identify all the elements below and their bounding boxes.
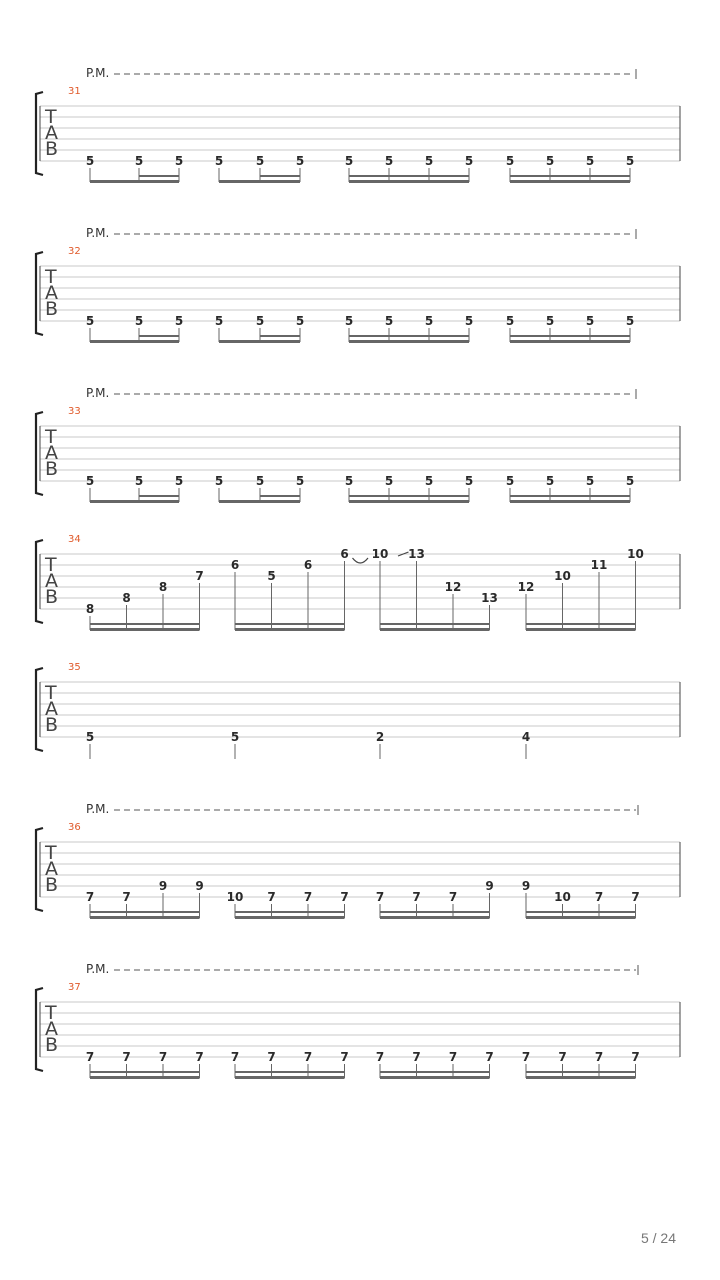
tab-clef-letter: A xyxy=(45,1018,58,1040)
palm-mute-label: P.M. xyxy=(86,802,110,816)
tab-clef-letter: A xyxy=(45,442,58,464)
beam-secondary xyxy=(90,623,200,625)
beam-primary xyxy=(510,500,630,503)
beam-secondary xyxy=(90,911,200,913)
palm-mute-label: P.M. xyxy=(86,226,110,240)
fret-number: 7 xyxy=(631,1050,640,1064)
beam-primary xyxy=(235,1076,345,1079)
beam-secondary xyxy=(139,495,179,497)
fret-number: 13 xyxy=(481,591,498,605)
beam-secondary xyxy=(260,335,300,337)
page-number: 5 / 24 xyxy=(640,1230,676,1246)
fret-number: 7 xyxy=(594,1050,604,1064)
fret-number: 5 xyxy=(505,154,515,168)
fret-number: 7 xyxy=(122,890,131,904)
tab-clef-letter: A xyxy=(45,698,58,720)
fret-number: 7 xyxy=(448,1050,458,1064)
fret-number: 7 xyxy=(375,1050,385,1064)
beam-secondary xyxy=(510,175,630,177)
bar-number: 32 xyxy=(68,246,81,257)
beam-secondary xyxy=(235,1071,345,1073)
fret-number: 7 xyxy=(267,890,276,904)
fret-number: 10 xyxy=(554,569,571,583)
beam-primary xyxy=(90,500,179,503)
tab-clef-letter: T xyxy=(45,554,57,576)
beam-secondary xyxy=(235,911,345,913)
fret-number: 7 xyxy=(303,890,313,904)
bar-number: 36 xyxy=(68,822,81,833)
bar-number: 35 xyxy=(68,662,81,673)
beam-primary xyxy=(349,180,469,183)
beam-secondary xyxy=(260,495,300,497)
fret-number: 5 xyxy=(85,314,95,328)
fret-number: 5 xyxy=(384,154,394,168)
beam-secondary xyxy=(260,175,300,177)
beam-primary xyxy=(219,180,300,183)
beam-secondary xyxy=(510,495,630,497)
tab-clef-letter: B xyxy=(45,1034,59,1056)
beam-primary xyxy=(380,916,490,919)
bar-number: 31 xyxy=(68,86,81,97)
fret-number: 7 xyxy=(267,1050,276,1064)
beam-secondary xyxy=(90,1071,200,1073)
tie-mark xyxy=(353,558,369,563)
fret-number: 7 xyxy=(521,1050,531,1064)
fret-number: 5 xyxy=(424,314,434,328)
fret-number: 5 xyxy=(255,154,265,168)
fret-number: 9 xyxy=(158,879,168,893)
tab-system xyxy=(36,662,680,759)
fret-number: 7 xyxy=(122,1050,131,1064)
fret-number: 5 xyxy=(625,314,635,328)
fret-number: 5 xyxy=(384,314,394,328)
fret-number: 5 xyxy=(344,314,354,328)
beam-secondary xyxy=(139,175,179,177)
beam-secondary xyxy=(349,495,469,497)
beam-secondary xyxy=(526,623,636,625)
fret-number: 5 xyxy=(384,474,394,488)
beam-secondary xyxy=(235,623,345,625)
beam-primary xyxy=(349,340,469,343)
palm-mute-label: P.M. xyxy=(86,386,110,400)
tab-clef-letter: T xyxy=(45,266,57,288)
fret-number: 5 xyxy=(545,314,555,328)
tab-system xyxy=(36,534,680,631)
fret-number: 7 xyxy=(85,890,95,904)
beam-primary xyxy=(90,628,200,631)
fret-number: 9 xyxy=(521,879,531,893)
fret-number: 9 xyxy=(485,879,494,893)
fret-number: 7 xyxy=(158,1050,168,1064)
beam-primary xyxy=(510,340,630,343)
tab-clef-letter: T xyxy=(45,426,57,448)
fret-number: 5 xyxy=(230,730,240,744)
fret-number: 7 xyxy=(412,890,421,904)
beam-secondary xyxy=(349,175,469,177)
fret-number: 5 xyxy=(545,474,555,488)
fret-number: 4 xyxy=(521,730,531,744)
tab-clef-letter: B xyxy=(45,298,59,320)
fret-number: 7 xyxy=(340,890,349,904)
fret-number: 7 xyxy=(594,890,604,904)
bar-number: 34 xyxy=(68,534,81,545)
fret-number: 5 xyxy=(85,474,95,488)
fret-number: 13 xyxy=(408,547,425,561)
tab-clef-letter: A xyxy=(45,122,58,144)
beam-secondary xyxy=(349,335,469,337)
tab-clef-letter: T xyxy=(45,106,57,128)
fret-number: 12 xyxy=(517,580,535,594)
tab-clef-letter: A xyxy=(45,858,58,880)
beam-primary xyxy=(235,628,345,631)
fret-number: 5 xyxy=(134,154,144,168)
fret-number: 5 xyxy=(585,474,595,488)
fret-number: 5 xyxy=(344,474,354,488)
palm-mute-label: P.M. xyxy=(86,66,110,80)
fret-number: 12 xyxy=(444,580,462,594)
fret-number: 9 xyxy=(195,879,204,893)
beam-primary xyxy=(526,916,636,919)
beam-primary xyxy=(380,1076,490,1079)
palm-mute-label: P.M. xyxy=(86,962,110,976)
fret-number: 10 xyxy=(627,547,644,561)
fret-number: 5 xyxy=(545,154,555,168)
bar-number: 37 xyxy=(68,982,81,993)
fret-number: 5 xyxy=(134,474,144,488)
beam-primary xyxy=(235,916,345,919)
fret-number: 7 xyxy=(375,890,385,904)
fret-number: 5 xyxy=(464,474,474,488)
fret-number: 7 xyxy=(448,890,458,904)
beam-secondary xyxy=(510,335,630,337)
fret-number: 5 xyxy=(295,474,305,488)
tab-clef-letter: T xyxy=(45,682,57,704)
fret-number: 5 xyxy=(267,569,276,583)
fret-number: 7 xyxy=(558,1050,567,1064)
fret-number: 7 xyxy=(412,1050,421,1064)
fret-number: 8 xyxy=(122,591,131,605)
fret-number: 5 xyxy=(625,474,635,488)
tab-clef-letter: B xyxy=(45,874,59,896)
beam-primary xyxy=(219,340,300,343)
tab-system xyxy=(36,802,680,919)
beam-primary xyxy=(510,180,630,183)
fret-number: 5 xyxy=(174,314,184,328)
tab-clef-letter: B xyxy=(45,714,59,736)
fret-number: 5 xyxy=(295,154,305,168)
fret-number: 11 xyxy=(590,558,608,572)
bar-number: 33 xyxy=(68,406,81,417)
tab-clef-letter: T xyxy=(45,842,57,864)
fret-number: 5 xyxy=(255,474,265,488)
beam-primary xyxy=(380,628,490,631)
tab-system xyxy=(36,962,680,1079)
beam-primary xyxy=(90,916,200,919)
tab-clef-letter: B xyxy=(45,458,59,480)
beam-secondary xyxy=(380,623,490,625)
beam-secondary xyxy=(526,911,636,913)
fret-number: 5 xyxy=(505,314,515,328)
fret-number: 5 xyxy=(585,314,595,328)
tab-system xyxy=(36,386,680,503)
fret-number: 10 xyxy=(226,890,244,904)
beam-primary xyxy=(526,628,636,631)
fret-number: 5 xyxy=(585,154,595,168)
fret-number: 2 xyxy=(375,730,385,744)
beam-primary xyxy=(90,1076,200,1079)
tab-system xyxy=(36,66,680,183)
fret-number: 7 xyxy=(195,1050,204,1064)
fret-number: 5 xyxy=(625,154,635,168)
tab-clef-letter: T xyxy=(45,1002,57,1024)
fret-number: 10 xyxy=(371,547,389,561)
fret-number: 5 xyxy=(464,314,474,328)
fret-number: 8 xyxy=(158,580,168,594)
fret-number: 5 xyxy=(134,314,144,328)
fret-number: 6 xyxy=(230,558,240,572)
beam-secondary xyxy=(380,911,490,913)
fret-number: 5 xyxy=(174,474,184,488)
fret-number: 5 xyxy=(85,154,95,168)
fret-number: 7 xyxy=(230,1050,240,1064)
fret-number: 5 xyxy=(424,154,434,168)
fret-number: 7 xyxy=(303,1050,313,1064)
tab-clef-letter: B xyxy=(45,586,59,608)
fret-number: 7 xyxy=(485,1050,494,1064)
fret-number: 5 xyxy=(214,154,224,168)
beam-primary xyxy=(349,500,469,503)
fret-number: 7 xyxy=(85,1050,95,1064)
tab-system xyxy=(36,226,680,343)
fret-number: 5 xyxy=(255,314,265,328)
fret-number: 5 xyxy=(505,474,515,488)
beam-primary xyxy=(219,500,300,503)
fret-number: 7 xyxy=(340,1050,349,1064)
fret-number: 8 xyxy=(85,602,95,616)
tab-clef-letter: A xyxy=(45,570,58,592)
tab-clef-letter: A xyxy=(45,282,58,304)
fret-number: 5 xyxy=(344,154,354,168)
beam-primary xyxy=(90,180,179,183)
beam-primary xyxy=(526,1076,636,1079)
beam-secondary xyxy=(139,335,179,337)
beam-secondary xyxy=(380,1071,490,1073)
fret-number: 5 xyxy=(424,474,434,488)
fret-number: 6 xyxy=(303,558,313,572)
fret-number: 5 xyxy=(464,154,474,168)
beam-primary xyxy=(90,340,179,343)
fret-number: 5 xyxy=(214,474,224,488)
beam-secondary xyxy=(526,1071,636,1073)
fret-number: 5 xyxy=(214,314,224,328)
fret-number: 7 xyxy=(195,569,204,583)
fret-number: 10 xyxy=(554,890,571,904)
tab-clef-letter: B xyxy=(45,138,59,160)
fret-number: 5 xyxy=(295,314,305,328)
fret-number: 5 xyxy=(85,730,95,744)
fret-number: 6 xyxy=(340,547,349,561)
fret-number: 7 xyxy=(631,890,640,904)
fret-number: 5 xyxy=(174,154,184,168)
